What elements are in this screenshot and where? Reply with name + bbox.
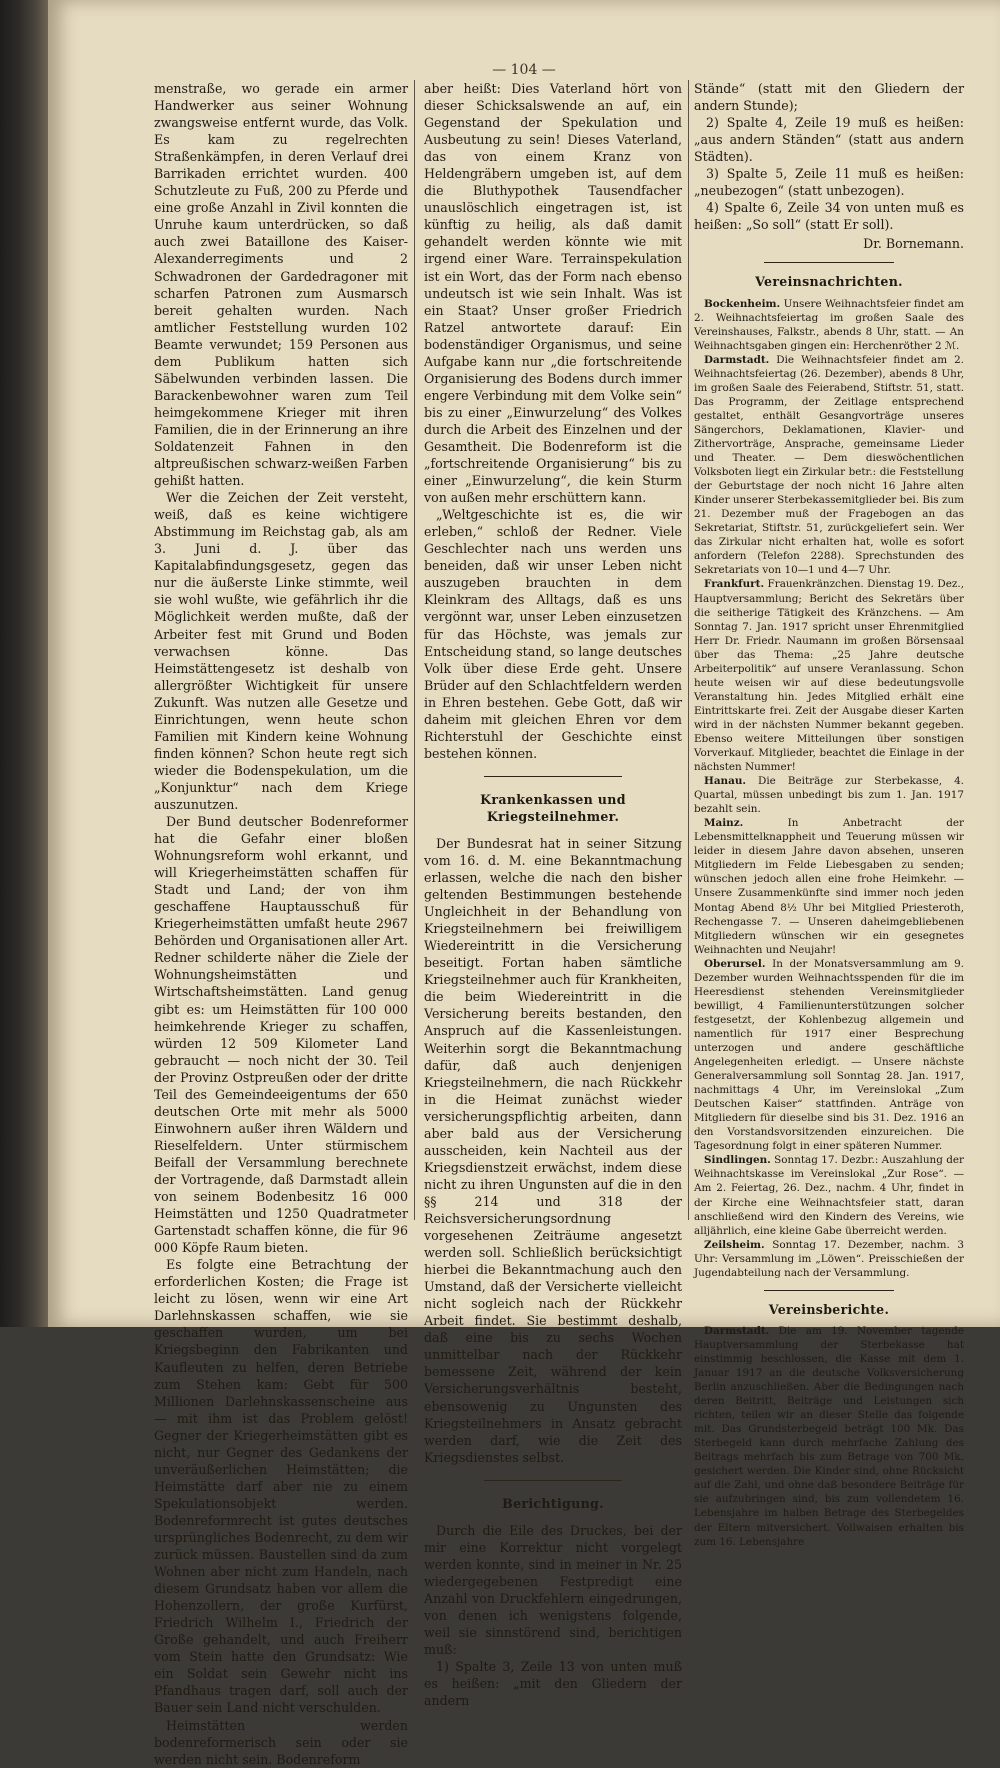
column-2 xyxy=(424,80,682,1709)
page-number: — 104 — xyxy=(492,62,556,78)
news-place: Darmstadt. xyxy=(704,353,770,366)
section-heading: Vereinsnachrichten. xyxy=(755,274,903,290)
column-1 xyxy=(154,80,408,1768)
news-place: Oberursel. xyxy=(704,957,766,970)
news-text: Unsere Weihnachtsfeier findet am 2. Weihnachtsfeiertag im großen Saale des Vereinshauses, Falkstr., abends 8 Uhr, statt. — An Weihnachtsgaben gingen ein: Herchenröther 2 ℳ. xyxy=(694,297,964,352)
section-divider xyxy=(764,262,894,263)
news-place: Frankfurt. xyxy=(704,578,765,591)
news-text: Die Weihnachtsfeier findet am 2. Weihnachtsfeiertag (26. Dezember), abends 8 Uhr, im großen Saale des Feierabend, Stiftstr. 51, statt. Das Programm, der Zeitlage entsprechend gestaltet, enthält Gesangvorträge unseres Sängerchors, Deklamationen, Klavier- und Zithervorträge, Ansprache, gemeinsame Lieder und Theater. — Dem dieswöchentlichen Volksboten liegt ein Zirkular betr.: die Feststellung der Geburtstage der noch nicht 16 Jahre alten Kinder unserer Sterbekassemitglieder bei. Bis zum 21. Dezember muß der Fragebogen an das Sekretariat, Stiftstr. 51, zurückgeliefert sein. Wer das Zirkular nicht erhalten hat, wolle es sofort anfordern (Telefon 2288). Sprechstunden des Sekretariats von 10—1 und 4—7 Uhr. xyxy=(694,353,964,577)
section-heading: Krankenkassen und Kriegsteilnehmer. xyxy=(480,791,626,824)
section-divider xyxy=(764,1290,894,1291)
news-place: Bockenheim. xyxy=(704,297,781,310)
news-item xyxy=(694,577,964,774)
news-place: Zeilsheim. xyxy=(704,1238,765,1251)
paragraph: Durch die Eile des Druckes, bei der mir eine Korrektur nicht vorgelegt werden konnte, sind in meiner in Nr. 25 wiedergegebenen Festpredigt eine Anzahl von Druckfehlern eingedrungen, von denen ich wenigstens folgende, weil sie sinnstörend sind, berichtigen muß: xyxy=(424,1522,682,1658)
news-text: Die Beiträge zur Sterbekasse, 4. Quartal, müssen unbedingt bis zum 1. Jan. 1917 bezahlt sein. xyxy=(694,775,964,816)
news-place: Sindlingen. xyxy=(704,1154,771,1167)
paragraph: Heimstätten werden bodenreformerisch sein oder sie werden nicht sein. Bodenreform xyxy=(154,1717,408,1767)
news-item xyxy=(694,957,964,1154)
report-place: Darmstadt. xyxy=(704,1324,770,1337)
paragraph: Der Bundesrat hat in seiner Sitzung vom 16. d. M. eine Bekanntmachung erlassen, welche die nach den bisher geltenden Bestimmungen bestehende Ungleichheit in der Behandlung von Kriegsteilnehmern bei freiwilligem Wiedereintritt in die Versicherung beseitigt. Fortan haben sämtliche Kriegsteilnehmer auch für Krankheiten, die beim Wiedereintritt in die Versicherung bereits bestanden, den Anspruch auf die Kassenleistungen. Weiterhin sorgt die Bekanntmachung dafür, daß auch denjenigen Kriegsteilnehmern, die nach Rückkehr in die Heimat zunächst wieder versicherungspflichtig arbeiten, dann aber bald aus der Versicherung ausscheiden, kein Nachteil aus der Kriegsdienstzeit erwächst, indem diese nicht zu ihren Ungunsten auf die in den §§ 214 und 318 der Reichsversicherungsordnung vorgesehenen Zeiträume angesetzt werden soll. Schließlich berücksichtigt hierbei die Bekanntmachung auch den Umstand, daß der Versicherte vielleicht nicht sogleich nach der Rückkehr Arbeit findet. Sie bestimmt deshalb, daß eine bis zu sechs Wochen unmittelbar nach der Rückkehr bemessene Zeit, während der kein Versicherungsverhältnis besteht, ebensowenig zu Ungunsten des Kriegsteilnehmers in Ansatz gebracht werden darf, wie die Zeit des Kriegsdienstes selbst. xyxy=(424,835,682,1465)
column-divider xyxy=(414,80,415,1220)
paragraph: Stände“ (statt mit den Gliedern der andern Stunde); xyxy=(694,81,964,114)
report xyxy=(694,1324,964,1549)
section-divider xyxy=(484,1480,622,1481)
paragraph: Der Bund deutscher Bodenreformer hat die Gefahr einer bloßen Wohnungsreform wohl erkannt, und will Kriegerheimstätten schaffen für Stadt und Land; der von ihm geschaffene Hauptausschuß für Kriegerheimstätten umfaßt heute 2967 Behörden und Organisationen aller Art. Redner schilderte näher die Ziele der Wohnungsheimstätten und Wirtschaftsheimstätten. Land genug gibt es: um Heimstätten für 100 000 heimkehrende Krieger zu schaffen, würden 12 509 Kilometer Land gebraucht — noch nicht der 30. Teil der Provinz Ostpreußen oder der dritte Teil des Gemeindeeigentums der 650 deutschen Orte mit mehr als 5000 Einwohnern außer ihren Wäldern und Rieselfeldern. Unter stürmischem Beifall der Versammlung berechnete der Vortragende, daß Darmstadt allein von seinem Bodenbesitz 16 000 Heimstätten und 1250 Quadratmeter Gartenstadt schaffen könne, die für 96 000 Köpfe Raum bieten. xyxy=(154,814,408,1256)
paragraph: aber heißt: Dies Vaterland hört von dieser Schicksalswende an auf, ein Gegenstand der Spekulation und Ausbeutung zu sein! Dieses Vaterland, das von einem Kranz von Heldengräbern umgeben ist, auf dem die Bluthypothek Tausendfacher unauslöschlich eingetragen ist, ist künftig zu heilig, als daß damit gehandelt werden könnte wie mit irgend einer Ware. Terrainspekulation ist ein Wort, das der Form nach ebenso undeutsch ist wie sein Inhalt. Was ist ein Staat? Unser großer Friedrich Ratzel antwortete darauf: Ein bodenständiger Organismus, und seine Aufgabe kann nur „die fortschreitende Organisierung des Bodens durch immer engere Verbindung mit dem Volke sein“ bis zu einer „Einwurzelung“ des Volkes durch die Arbeit des Einzelnen und der Gesamtheit. Die Bodenreform ist die „fortschreitende Organisierung“ bis zu einer „Einwurzelung“, die kein Sturm von außen mehr erschüttern kann. xyxy=(424,81,682,506)
paragraph: 4) Spalte 6, Zeile 34 von unten muß es heißen: „So soll“ (statt Er soll). xyxy=(694,200,964,233)
paragraph: 3) Spalte 5, Zeile 11 muß es heißen: „neubezogen“ (statt unbezogen). xyxy=(694,166,964,199)
book-binding xyxy=(0,0,48,1327)
news-text: In Anbetracht der Lebensmittelknappheit und Teuerung müssen wir leider in diesem Jahre davon absehen, unseren Mitgliedern im Felde Liebesgaben zu senden; wünschen jedoch allen eine frohe Heimkehr. — Unsere Zusammenkünfte sind immer noch jeden Montag Abend 8½ Uhr bei Mitglied Priesteroth, Rechengasse 7. — Unseren daheimgebliebenen Mitgliedern wünschen wir ein gesegnetes Weihnachten und Neujahr! xyxy=(694,817,964,956)
column-divider xyxy=(688,80,689,1220)
column-3 xyxy=(694,80,964,1549)
section-heading: Berichtigung. xyxy=(502,1495,604,1511)
section-heading: Vereinsberichte. xyxy=(768,1301,890,1317)
news-text: Sonntag 17. Dezember, nachm. 3 Uhr: Versammlung im „Löwen“. Preisschießen der Jugendabteilung nach der Versammlung. xyxy=(694,1238,964,1279)
news-text: Frauenkränzchen. Dienstag 19. Dez., Hauptversammlung; Bericht des Sekretärs über die seitherige Tätigkeit des Kränzchens. — Am Sonntag 7. Jan. 1917 spricht unser Ehrenmitglied Herr Dr. Friedr. Naumann im großen Börsensaal über das Thema: „25 Jahre deutsche Arbeiterpolitik“ auf unsere Veranlassung. Schon heute weisen wir auf diese bedeutungsvolle Veranstaltung hin. Jedes Mitglied erhält eine Eintrittskarte frei. Zeit der Ausgabe dieser Karten wird in der nächsten Nummer bekannt gegeben. Ebenso weitere Mitteilungen über sonstigen Vorverkauf. Mitglieder, beachtet die Einlage in der nächsten Nummer! xyxy=(694,578,964,774)
news-list xyxy=(694,297,964,1280)
report-paragraph xyxy=(694,1324,964,1549)
news-item xyxy=(694,297,964,353)
news-place: Hanau. xyxy=(704,775,747,788)
paragraph: menstraße, wo gerade ein armer Handwerker aus seiner Wohnung zwangsweise entfernt wurde, das Volk. Es kam zu regelrechten Straßenkämpfen, in deren Verlauf drei Barrikaden errichtet wurden. 400 Schutzleute zu Fuß, 200 zu Pferde und eine große Anzahl in Zivil konnten die Unruhe kaum unterdrücken, so daß auch zwei Bataillone des Kaiser-Alexanderregiments und 2 Schwadronen der Gardedragoner mit scharfen Patronen zum Ausmarsch bereit gehalten wurden. Nach amtlicher Feststellung wurden 102 Beamte verwundet; 159 Personen aus dem Publikum hatten sich Säbelwunden verbinden lassen. Die Barackenbewohner waren zum Teil heimgekommene Krieger mit ihren Familien, die in der Erinnerung an ihre Soldatenzeit Fahnen in den altpreußischen schwarz-weißen Farben gehißt hatten. xyxy=(154,81,408,489)
news-item xyxy=(694,1238,964,1280)
document-page xyxy=(48,0,1000,1767)
paragraph: 1) Spalte 3, Zeile 13 von unten muß es heißen: „mit den Gliedern der andern xyxy=(424,1659,682,1709)
paragraph: 2) Spalte 4, Zeile 19 muß es heißen: „aus andern Ständen“ (statt aus andern Städten). xyxy=(694,115,964,165)
report-text: Die am 19. November tagende Hauptversammlung der Sterbekasse hat einstimmig beschlossen, die Kasse mit dem 1. Januar 1917 an die deutsche Volksversicherung Berlin anzuschließen. Aber die Bedingungen nach deren Beitritt, Beiträge und Leistungen sich richten, teilen wir an dieser Stelle das folgende mit. Das Grundsterbegeld beträgt 100 Mk. Das Sterbegeld kann durch mehrfache Zahlung des Beitrags mehrfach bis zum Betrage von 700 Mk. gesichert werden. Die Kinder sind, ohne Rücksicht auf die Zahl, und ohne daß besondere Beiträge für sie aufzubringen sind, bis zum vollendetem 16. Lebensjahre im halben Betrage des Sterbegeldes der Eltern mitversichert. Vollwaisen erhalten bis zum 16. Lebensjahre xyxy=(694,1324,964,1548)
news-item xyxy=(694,1153,964,1237)
section-divider xyxy=(484,776,622,777)
news-text: Sonntag 17. Dezbr.: Auszahlung der Weihnachtskasse im Vereinslokal „Zur Rose“. — Am 2. Feiertag, 26. Dez., nachm. 4 Uhr, findet in der Kirche eine Weihnachtsfeier statt, daran anschließend wird den Kindern des Vereins, wie alljährlich, eine kleine Gabe überreicht werden. xyxy=(694,1154,965,1237)
paragraph: Es folgte eine Betrachtung der erforderlichen Kosten; die Frage ist leicht zu lösen, wenn wir eine Art Darlehnskassen schaffen, wie sie geschaffen wurden, um bei Kriegsbeginn den Fabrikanten und Kaufleuten zu helfen, deren Betriebe zum Stehen kam: Gebt für 500 Millionen Darlehnskassenscheine aus — mit ihm ist das Problem gelöst! Gegner der Kriegerheimstätten gibt es nicht, nur Gegner des Gedankens der unveräußerlichen Heimstätten; die Heimstätte darf aber nie zu einem Spekulationsobjekt werden. Bodenreformrecht ist gutes deutsches ursprüngliches Bodenrecht, zu dem wir zurück müssen. Baustellen sind da zum Wohnen aber nicht zum Handeln, nach diesem Grundsatz haben vor allem die Hohenzollern, der große Kurfürst, Friedrich Wilhelm I., Friedrich der Große gehandelt, und auch Freiherr vom Stein hatte den Grundsatz: Wie ein Soldat sein Gewehr nicht ins Pfandhaus tragen darf, soll auch der Bauer sein Land nicht verschulden. xyxy=(154,1257,408,1716)
paragraph: „Weltgeschichte ist es, die wir erleben,“ schloß der Redner. Viele Geschlechter nach uns werden uns beneiden, daß wir unser Leben nicht auszugeben brauchten in dem Kleinkram des Alltags, daß es uns vergönnt war, unser Leben einzusetzen für das Höchste, was jemals zur Entscheidung stand, so lange deutsches Volk über diese Erde geht. Unsere Brüder auf den Schlachtfeldern werden in Ehren bestehen. Gebe Gott, daß wir daheim mit gleichen Ehren vor dem Richterstuhl der Geschichte einst bestehen können. xyxy=(424,507,682,761)
paragraph: Wer die Zeichen der Zeit versteht, weiß, daß es keine wichtigere Abstimmung im Reichstag gab, als am 3. Juni d. J. über das Kapitalabfindungsgesetz, gegen das nur die äußerste Linke stimmte, weil sie wohl wußte, wie gefährlich ihr die Möglichkeit werden mußte, daß der Arbeiter fest mit Grund und Boden verwachsen könne. Das Heimstättengesetz ist deshalb von allergrößter Wichtigkeit für unsere Zukunft. Was nutzen alle Gesetze und Einrichtungen, wenn heute schon Familien mit Kindern keine Wohnung finden können? Schon heute regt sich wieder die Bodenspekulation, um die „Konjunktur“ nach dem Kriege auszunutzen. xyxy=(154,490,408,812)
news-item xyxy=(694,353,964,578)
news-item xyxy=(694,774,964,816)
news-item xyxy=(694,816,964,956)
news-place: Mainz. xyxy=(704,817,744,830)
news-text: In der Monatsversammlung am 9. Dezember wurden Weihnachtsspenden für die im Heeresdienst stehenden Vereinsmitglieder bewilligt, 4 Familienunterstützungen solcher festgesetzt, der Kohlenbezug allgemein und namentlich für 1917 einer Besprechung unterzogen und andere geschäftliche Angelegenheiten erledigt. — Unsere nächste Generalversammlung soll Sonntag 28. Jan. 1917, nachmittags 4 Uhr, im Vereinslokal „Zum Deutschen Kaiser“ stattfinden. Anträge von Mitgliedern für dieselbe sind bis 31. Dez. 1916 an den Vorstandsvorsitzenden einzureichen. Die Tagesordnung folgt in einer späteren Nummer. xyxy=(694,957,964,1153)
signature: Dr. Bornemann. xyxy=(863,236,964,252)
